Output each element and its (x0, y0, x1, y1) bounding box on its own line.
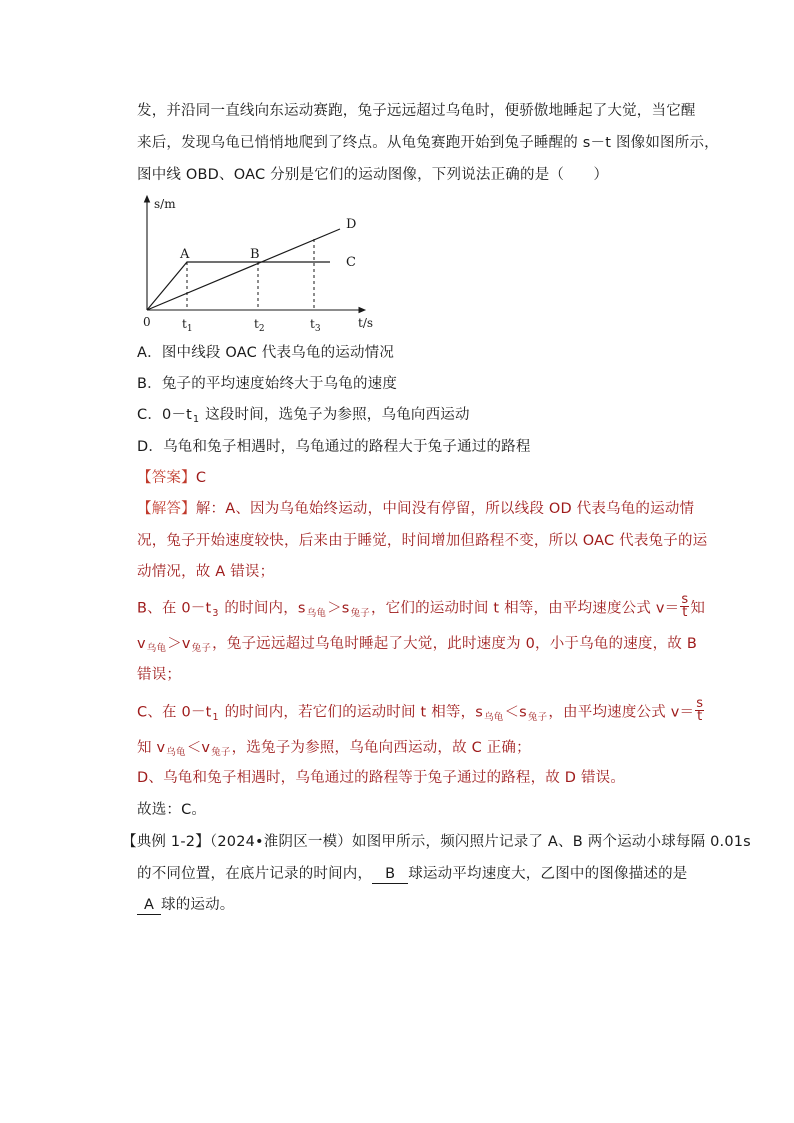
c-l2-sub-wugui: 乌龟 (166, 747, 186, 758)
analysis-line-2: 况，兔子开始速度较快，后来由于睡觉，时间增加但路程不变，所以 OAC 代表兔子的运 (137, 533, 708, 549)
point-b-label: B (250, 247, 260, 262)
c-l2-sub-tuzi: 兔子 (211, 747, 231, 758)
t1-label: $t_1$ (182, 317, 193, 334)
analysis-c-line-1 (137, 696, 705, 725)
b-sub-3: 3 (212, 607, 219, 619)
analysis-text-1: 解：A、因为乌龟始终运动，中间没有停留，所以线段 OD 代表乌龟的运动情 (195, 501, 695, 517)
c-sub-tuzi: 兔子 (527, 711, 548, 723)
fraction-denominator: t (682, 605, 688, 620)
velocity-fraction (680, 594, 689, 619)
answer-value: C (195, 470, 207, 486)
origin-label: 0 (143, 315, 151, 329)
b-post: 知 (690, 600, 706, 617)
option-c (137, 405, 470, 427)
answer-line (137, 468, 206, 488)
analysis-final: 故选：C。 (137, 802, 207, 818)
answer-blank-2: A (137, 897, 161, 915)
b-l2-post: ，兔子远远超过乌龟时睡起了大觉，此时速度为 0，小于乌龟的速度，故 B (212, 636, 697, 652)
point-c-label: C (346, 255, 356, 270)
analysis-line-3: 动情况，故 A 错误； (137, 564, 275, 580)
example-l3-post: 球的运动。 (161, 897, 235, 913)
b-l2-pre: v (137, 636, 146, 652)
line-oac (147, 262, 330, 310)
c-mid-3: ，由平均速度公式 v＝ (548, 704, 695, 721)
c-sub-wugui: 乌龟 (484, 711, 504, 723)
c-mid-1: 的时间内，若它们的运动时间 t 相等，s (219, 704, 484, 721)
b-pre: B、在 0－t (137, 600, 212, 617)
analysis-d-line: D、乌龟和兔子相遇时，乌龟通过的路程等于兔子通过的路程，故 D 错误。 (137, 770, 626, 786)
analysis-b-line-1 (137, 592, 706, 621)
c-sub-1: 1 (212, 711, 219, 723)
fraction-denominator-2: t (697, 709, 703, 724)
b-sub-wugui: 乌龟 (306, 607, 327, 619)
example-l2-post: 球运动平均速度大，乙图中的图像描述的是 (408, 866, 688, 882)
b-l2-sub-tuzi: 兔子 (191, 643, 212, 654)
b-mid-1: 的时间内，s (219, 600, 306, 617)
option-c-sub: 1 (193, 414, 200, 425)
analysis-b-line-2 (137, 634, 697, 656)
option-a: A．图中线段 OAC 代表乌龟的运动情况 (137, 345, 395, 361)
intro-line-1: 发，并沿同一直线向东运动赛跑，兔子远远超过乌龟时，便骄傲地睡起了大觉，当它醒 (137, 103, 696, 119)
intro-line-3: 图中线 OBD、OAC 分别是它们的运动图像，下列说法正确的是（ ） (137, 167, 609, 183)
analysis-c-line-2 (137, 738, 531, 760)
example-line-1 (122, 832, 751, 852)
fraction-numerator-2: s (696, 696, 704, 711)
option-c-pre: C．0－t (137, 407, 193, 423)
c-l2-post: ，选兔子为参照，乌龟向西运动，故 C 正确； (231, 740, 531, 756)
b-l2-mid: ＞v (167, 636, 191, 652)
velocity-fraction-2 (695, 698, 704, 723)
b-sub-tuzi: 兔子 (350, 607, 370, 619)
c-mid-2: ＜s (504, 704, 527, 721)
b-mid-3: ，它们的运动时间 t 相等，由平均速度公式 v＝ (370, 600, 680, 617)
analysis-line-1 (137, 499, 694, 519)
example-line-3 (137, 895, 235, 915)
s-t-graph (130, 192, 390, 342)
option-c-post: 这段时间，选兔子为参照，乌龟向西运动 (200, 407, 470, 423)
t3-label: $t_3$ (310, 317, 321, 334)
t2-label: $t_2$ (254, 317, 265, 334)
x-axis-label: t/s (358, 316, 374, 330)
b-mid-2: ＞s (327, 600, 350, 617)
example-text-1: （2024•淮阴区一模）如图甲所示，频闪照片记录了 A、B 两个运动小球每隔 0.01s (209, 834, 751, 850)
option-d: D．乌龟和兔子相遇时，乌龟通过的路程大于兔子通过的路程 (137, 439, 531, 455)
example-l2-pre: 的不同位置，在底片记录的时间内， (137, 866, 373, 882)
example-line-2 (137, 864, 688, 884)
fraction-numerator: s (681, 592, 689, 607)
point-a-label: A (180, 247, 190, 262)
intro-line-2: 来后，发现乌龟已悄悄地爬到了终点。从龟兔赛跑开始到兔子睡醒的 s－t 图像如图所示， (137, 135, 719, 151)
b-l2-sub-wugui: 乌龟 (146, 643, 167, 654)
c-l2-mid: ＜v (186, 740, 211, 756)
example-tag: 【典例 1-2】 (122, 834, 210, 850)
y-axis-label: s/m (154, 197, 176, 211)
c-l2-pre: 知 v (137, 740, 166, 756)
point-d-label: D (346, 217, 357, 232)
analysis-tag: 【解答】 (137, 501, 196, 517)
line-obd (147, 229, 340, 310)
analysis-b-line-3: 错误； (137, 667, 182, 683)
c-pre: C、在 0－t (137, 704, 212, 721)
answer-tag: 【答案】 (137, 470, 196, 486)
answer-blank-1: B (372, 866, 408, 884)
option-b: B．兔子的平均速度始终大于乌龟的速度 (137, 376, 398, 392)
